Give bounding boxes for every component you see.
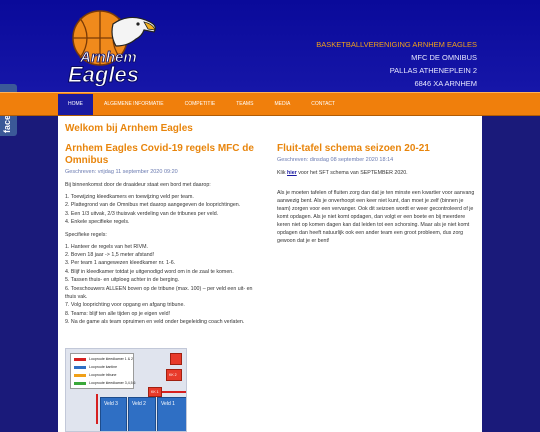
link-prefix: Klik xyxy=(277,170,288,176)
legend-swatch xyxy=(74,358,86,361)
legend-swatch xyxy=(74,366,86,369)
article-date: Geschreven: dinsdag 08 september 2020 18:14 xyxy=(277,157,394,163)
legend-swatch xyxy=(74,374,86,377)
legend-label: Looproute kleedkamer 1 & 2 xyxy=(89,357,133,361)
plan-legend xyxy=(70,353,134,389)
rules-list xyxy=(65,243,265,327)
venue-name: MFC DE OMNIBUS xyxy=(411,53,477,62)
article-intro: Bij binnenkomst door de draaideur staat een bord met daarop: xyxy=(65,182,211,188)
main-navigation xyxy=(0,92,540,116)
page-title: Welkom bij Arnhem Eagles xyxy=(65,123,193,134)
legend-label: Looproute tribune xyxy=(89,373,117,377)
legend-swatch xyxy=(74,382,86,385)
legend-row xyxy=(74,357,133,361)
plan-room xyxy=(166,369,182,381)
list-item: 2. Boven 18 jaar -> 1,5 meter afstand! xyxy=(65,252,155,259)
site-header xyxy=(0,0,540,92)
plan-room xyxy=(148,387,162,397)
floor-plan-image xyxy=(65,348,187,432)
room-label: KK 2 xyxy=(169,373,177,377)
plan-room xyxy=(170,353,182,365)
legend-label: Looproute kleedkamer 3,4,5,6 xyxy=(89,381,136,385)
list-item: 3. Per team 1 aangewezen kleedkamer nr. 1-6. xyxy=(65,260,176,267)
article-title[interactable]: Arnhem Eagles Covid-19 regels MFC de Omnibus xyxy=(65,143,254,166)
article-date: Geschreven: vrijdag 11 september 2020 09:20 xyxy=(65,169,178,175)
legend-row xyxy=(74,381,136,385)
field-label: Veld 1 xyxy=(161,401,175,407)
street-address: PALLAS ATHENEPLEIN 2 xyxy=(389,66,477,75)
legend-row xyxy=(74,373,116,377)
legend-label: Looproute kantine xyxy=(89,365,118,369)
plan-route-line xyxy=(162,391,186,393)
board-items-list xyxy=(65,193,265,227)
list-item: 1. Hanteer de regels van het RIVM. xyxy=(65,243,149,250)
list-item: 4. Blijf in kleedkamer totdat je uitgenodigd word om in de zaal te komen. xyxy=(65,268,234,275)
room-label: KK 1 xyxy=(151,390,159,394)
svg-text:Arnhem: Arnhem xyxy=(80,49,137,66)
plan-field xyxy=(157,397,187,432)
legend-row xyxy=(74,365,117,369)
link-suffix: voor het SFT schema van SEPTEMBER 2020. xyxy=(296,170,408,176)
arnhem-eagles-logo[interactable] xyxy=(58,6,168,86)
city-address: 6846 XA ARNHEM xyxy=(414,79,477,88)
nav-item-teams[interactable]: TEAMS xyxy=(226,94,263,115)
schedule-link-line xyxy=(277,169,475,177)
nav-item-contact[interactable]: CONTACT xyxy=(301,94,345,115)
list-item: 7. Volg looprichting voor opgang en afgang tribune. xyxy=(65,302,185,309)
plan-field xyxy=(100,397,127,432)
schedule-link[interactable]: hier xyxy=(287,170,297,176)
club-name: BASKETBALLVERENIGING ARNHEM EAGLES xyxy=(316,40,477,49)
list-item: 6. Toeschouwers ALLEEN boven op de tribune (max. 100) – per veld een uit- en thuis vak. xyxy=(65,285,253,301)
article-body: Als je moeten tafelen of fluiten zorg dan dat je ten minste een kwartier voor aanvang aanwezig bent. Als je onverhoopt een keer niet kunt, dan moet je zelf (binnen je team) zorgen voor een vervanger. Ook dit seizoen wordt er weer gecontroleerd of je komt opdagen. Als je niet komt opdagen, dan volgt er een boete en bij meerdere keren niet op komen dagen kan dat leiden tot een schorsing. Maar als je niet komt opdagen dan heeft natuurlijk ook een ander team een groot probleem, dus zorg gewoon dat je er bent! xyxy=(277,190,475,244)
nav-item-home[interactable]: HOME xyxy=(58,94,93,115)
article-referee-schedule xyxy=(277,143,475,245)
plan-route-line xyxy=(96,394,98,424)
nav-item-algemene-informatie[interactable]: ALGEMENE INFORMATIE xyxy=(94,94,174,115)
list-item: 4. Enkele specifieke regels. xyxy=(65,219,130,226)
list-item: 5. Tassen thuis- en uitploeg achter in de berging. xyxy=(65,277,180,284)
club-address xyxy=(316,38,477,90)
rules-heading: Specifieke regels: xyxy=(65,231,107,238)
article-covid-rules xyxy=(65,143,265,327)
list-item: 9. Na de game als team opruimen en veld onder begeleiding coach verlaten. xyxy=(65,319,245,326)
article-title[interactable]: Fluit-tafel schema seizoen 20-21 xyxy=(277,143,430,154)
list-item: 1. Toewijzing kleedkamers en toewijzing veld per team. xyxy=(65,194,194,200)
list-item: 8. Teams: blijf ten alle tijden op je eigen veld! xyxy=(65,310,171,317)
field-label: Veld 3 xyxy=(104,401,118,407)
field-label: Veld 2 xyxy=(132,401,146,407)
nav-items xyxy=(58,94,346,115)
main-content xyxy=(58,116,482,432)
plan-field xyxy=(128,397,156,432)
list-item: 2. Plattegrond van de Omnibus met daarop aangegeven de looprichtingen. xyxy=(65,202,241,209)
svg-text:Eagles: Eagles xyxy=(68,62,139,86)
list-item: 3. Een 1/3 uitvak, 2/3 thuisvak verdeling van de tribunes per veld. xyxy=(65,210,219,217)
nav-item-media[interactable]: MEDIA xyxy=(264,94,300,115)
nav-item-competitie[interactable]: COMPETITIE xyxy=(175,94,226,115)
